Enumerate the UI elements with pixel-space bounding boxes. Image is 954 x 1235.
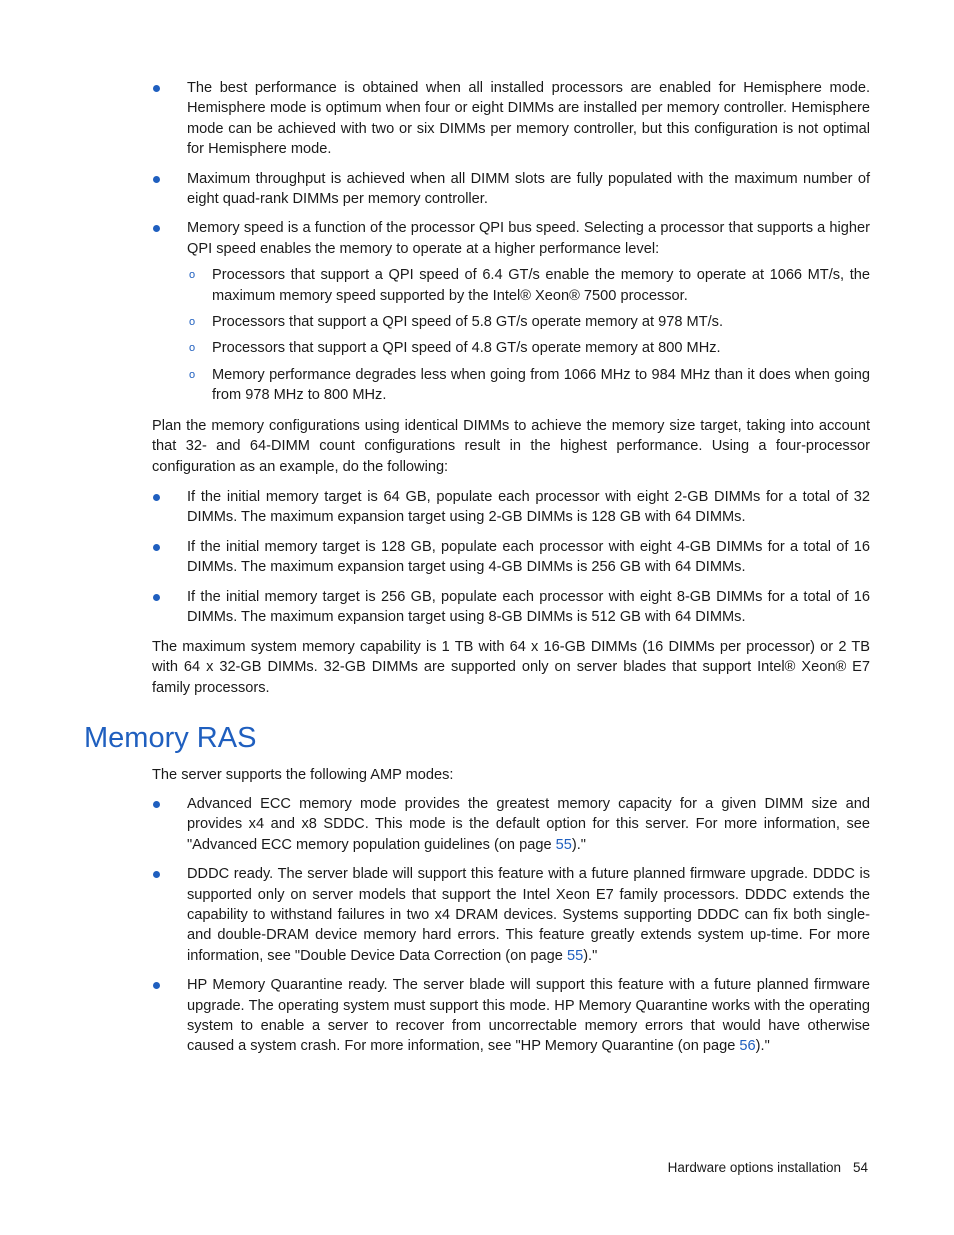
bullet-icon <box>153 544 160 551</box>
sub-bullet-text: Processors that support a QPI speed of 5.8 GT/s operate memory at 978 MT/s. <box>212 314 724 331</box>
circle-bullet-icon: o <box>189 342 196 355</box>
bullet-text <box>187 794 870 855</box>
bullet-text <box>187 864 870 966</box>
qpi-sub-list <box>187 265 870 405</box>
bullet-icon <box>153 494 160 501</box>
bullet-icon <box>153 594 160 601</box>
bullet-tail: )." <box>755 1038 770 1055</box>
max-memory-paragraph: The maximum system memory capability is 1 TB with 64 x 16-GB DIMMs (16 DIMMs per processor) or 2 TB with 64 x 32-GB DIMMs. 32-GB DIMMs are supported only on server blades that support Intel® Xeon® E7 family processors. <box>152 639 870 696</box>
sub-list-item <box>187 365 870 406</box>
amp-modes-bullet-list <box>152 794 870 1066</box>
bullet-icon <box>153 85 160 92</box>
page-footer <box>668 1158 868 1178</box>
page-55-link[interactable]: 55 <box>566 947 584 964</box>
list-item <box>152 794 870 855</box>
circle-bullet-icon: o <box>189 368 196 381</box>
page-55-link[interactable]: 55 <box>555 836 572 853</box>
list-item <box>152 537 870 578</box>
bullet-text <box>187 975 870 1057</box>
list-item <box>152 487 870 528</box>
sub-bullet-text: Processors that support a QPI speed of 6.4 GT/s enable the memory to operate at 1066 MT/s, the maximum memory speed supported by the Intel® Xeon® 7500 processor. <box>212 267 870 304</box>
bullet-icon <box>153 801 160 808</box>
bullet-text: If the initial memory target is 256 GB, populate each processor with eight 8-GB DIMMs for a total of 16 DIMMs. The maximum expansion target using 8-GB DIMMs is 512 GB with 64 DIMMs. <box>187 588 870 626</box>
bullet-text: The best performance is obtained when all installed processors are enabled for Hemisphere mode. Hemisphere mode is optimum when four or eight DIMMs are installed per memory controller. Hemisphere mode can be achieved with two or six DIMMs per memory controller, but this configuration is not optimal for Hemisphere mode. <box>187 80 870 158</box>
bullet-text: If the initial memory target is 128 GB, populate each processor with eight 4-GB DIMMs for a total of 16 DIMMs. The maximum expansion target using 4-GB DIMMs is 256 GB with 64 DIMMs. <box>187 538 870 576</box>
footer-section-title: Hardware options installation <box>667 1160 841 1175</box>
bullet-tail: )." <box>571 836 586 853</box>
sub-list-item <box>187 265 870 306</box>
bullet-text: Memory speed is a function of the processor QPI bus speed. Selecting a processor that supports a higher QPI speed enables the memory to operate at a higher performance level: <box>187 220 870 257</box>
circle-bullet-icon: o <box>189 316 196 329</box>
bullet-icon <box>153 176 160 183</box>
list-item <box>152 864 870 966</box>
bullet-text: If the initial memory target is 64 GB, populate each processor with eight 2-GB DIMMs for a total of 32 DIMMs. The maximum expansion target using 2-GB DIMMs is 128 GB with 64 DIMMs. <box>187 489 870 526</box>
amp-intro: The server supports the following AMP modes: <box>152 767 454 783</box>
circle-bullet-icon: o <box>189 269 196 282</box>
bullet-body: HP Memory Quarantine ready. The server blade will support this feature with a future planned firmware upgrade. The operating system must support this mode. HP Memory Quarantine works with the operating system to enable a server to recover from uncorrectable memory errors that would have otherwise caused a system crash. For more information, see "HP Memory Quarantine (on page <box>187 977 870 1055</box>
bullet-icon <box>153 225 160 232</box>
performance-bullet-list <box>152 78 870 415</box>
bullet-icon <box>153 871 160 878</box>
sub-list-item <box>187 312 870 332</box>
list-item <box>152 587 870 628</box>
sub-bullet-text: Memory performance degrades less when going from 1066 MHz to 984 MHz than it does when going from 978 MHz to 800 MHz. <box>212 366 870 404</box>
bullet-tail: )." <box>583 947 598 964</box>
page-number: 54 <box>852 1160 868 1175</box>
list-item <box>152 78 870 160</box>
section-heading: Memory RAS <box>84 722 257 754</box>
list-item <box>152 169 870 210</box>
sub-list-item <box>187 338 870 358</box>
bullet-body: Advanced ECC memory mode provides the greatest memory capacity for a given DIMM size and provides x4 and x8 SDDC. This mode is the default option for this server. For more information, see "Advanced ECC memory population guidelines (on page <box>187 796 870 853</box>
sub-bullet-text: Processors that support a QPI speed of 4.8 GT/s operate memory at 800 MHz. <box>212 340 721 357</box>
page-56-link[interactable]: 56 <box>739 1038 756 1055</box>
list-item <box>152 975 870 1057</box>
bullet-body: DDDC ready. The server blade will support this feature with a future planned firmware upgrade. DDDC is supported only on server models that support the Intel Xeon E7 family processors. DDDC extends the capability to withstand failures in two x4 DRAM devices. Systems supporting DDDC can fix both single- and double-DRAM device memory hard errors. This feature greatly extends system up-time. For more information, see "Double Device Data Correction (on page <box>187 866 870 964</box>
memory-target-bullet-list <box>152 487 870 636</box>
bullet-icon <box>153 982 160 989</box>
list-item <box>152 218 870 405</box>
plan-paragraph: Plan the memory configurations using identical DIMMs to achieve the memory size target, taking into account that 32- and 64-DIMM count configurations result in the highest performance. Using a four-processor configuration as an example, do the following: <box>152 418 870 475</box>
bullet-text: Maximum throughput is achieved when all DIMM slots are fully populated with the maximum number of eight quad-rank DIMMs per memory controller. <box>187 170 870 208</box>
